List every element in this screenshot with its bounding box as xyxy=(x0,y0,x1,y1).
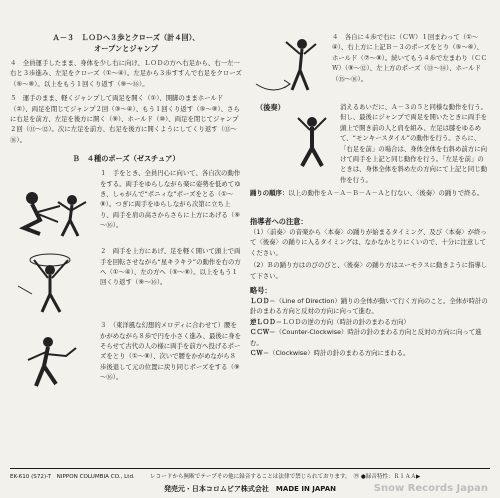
oriental-pose-figure-icon xyxy=(10,330,96,390)
abbr-item: ＣＣＷ＝（Counter-Clockwise）時計の針のまわる方向と反対の方向に向って進む。 xyxy=(250,328,482,347)
section-a3-title: Ａ－３ ＬＯＤへ３歩とクローズ（計４回）、 xyxy=(52,33,200,42)
twinkle-figure-icon xyxy=(10,246,96,316)
r4-block xyxy=(250,32,488,102)
ending-label: （後奏） xyxy=(256,103,285,112)
ending-block xyxy=(250,102,488,182)
notes-title: 指導者への注意： xyxy=(250,217,308,226)
abbr-item: ＬＯＤ＝（Line of Direction）踊りの全体が動いて行く方向のこと。全体が時計の針のまわる方向と反対の方向に向って進む。 xyxy=(250,297,488,316)
crouch-figure-icon xyxy=(10,184,96,244)
watermark: Snow Records Japan xyxy=(373,483,488,494)
paragraph-b2: ２ 両手を上方にあげ、足を軽く開いて頭上で両手を回転させながら“星キラキラ”の動作を右の方へ（①～④）、左の方へ（⑤～⑧）。以上をもう１回くり返す（⑨～⑯）。 xyxy=(100,247,241,287)
abbr-title: 略号： xyxy=(250,286,272,296)
abbr-list xyxy=(250,296,488,358)
b1-block xyxy=(10,168,242,246)
paragraph-b3: ３ （東洋風な幻想的メロディに合わせて）腰をかがめながら８歩で円を小さく進み、最後に身をそらせて古代の人の様に両手を前方へ投げるポーズをとり（①～⑧）、次いで腰をかがめながら８歩後退して元の位置に戻り同じポーズをする（⑨～⑯）。 xyxy=(100,321,241,382)
order-label: 踊りの順序： xyxy=(250,189,289,197)
note-1: （1）〈前奏〉の音楽から〈本奏〉の踊りが始まるタイミング、及び〈本奏〉が終って〈後奏〉の踊りに入るタイミングは、なかなかとりにくいので、十分に注意してください。 xyxy=(250,228,487,257)
abbr-item: 逆ＬＯＤ＝ＬＯＤの逆の方向（時計の針のまわる方向） xyxy=(250,317,410,326)
monkey-figure-icon xyxy=(286,110,338,170)
order-block xyxy=(250,188,488,214)
spin-figure-icon xyxy=(250,32,330,98)
paragraph-b1: １ 手をとき、全員円心に向いて、各自次の動作をする。両手をゆらしながら楽に姿勢を低めてゆき、しゃがんで“ポニィな”ポーズをとる（①～⑧）。つぎに両手をゆらしながら次第に立ち上り、両手を肩の高さからさらに上方にあげる（⑨～⑯）。 xyxy=(100,169,241,230)
paragraph-ending: 消えるあいだに、Ａ－３の５と同様な動作を行う。但し、最後にジャンプで両足を開いたときに両手を頭上で開き前の人と肩を組み、左足は膝をゆるめて、“モンキースタイル”の動作を行う。さらに、「右足を前」の場合は、身体全体を右斜め前方に向けて両手を上記と同じ動作を行う。「左足を前」のときは、身体全体を斜め左の方向にて上記と同じ動作を行う。 xyxy=(340,103,488,184)
publisher-line: 発売元・日本コロムビア株式会社 MADE IN JAPAN xyxy=(163,485,337,493)
footer-divider xyxy=(10,468,490,469)
abbr-item: ＣＷ＝（Clockwise）時計の針のまわる方向にまわる。 xyxy=(250,349,410,358)
b3-block xyxy=(10,320,242,390)
catalog-number: EK-610 (S72)-T NIPPON COLUMBIA CO., Ltd. xyxy=(10,474,135,480)
paragraph-a5: ５ 運手のまま、軽くジャンプして両足を開く（①）、開脚のままホールド（②）、両足を閉じてジャンプ２回（③～④）、もう１回くり返す（⑤～⑧）、さらに右足を前方、左足を後方に開く（⑨）、ホールド（⑩）、両足を閉じてジャンプ２回（⑪～⑫）。次に左足を前方、右足を後方に開くようにしてくり返す（⑬～⑯）。 xyxy=(10,94,240,144)
copyright-notice: レコードから無断でテープその他に録音することは法律で禁じられております。 ⑲ ●録音特性：ＲＩＡＡ▶ xyxy=(150,474,421,480)
note-2: （2）Ｂの踊り方はのびのびと、〈後奏〉の踊り方はユーモラスに動きように指導して下さい。 xyxy=(250,261,488,280)
paragraph-r4: ４ 各自に４歩で右に（ＣＷ）１回まわって（①～④）、右上方に上記Ｂ－３のポーズをとり（⑤～⑥）、ホールド（⑦～⑧）。続いてもう４歩で左まわり（ＣＣＷ）（⑨～⑫）、左上方のポーズ（⑬～⑭）、ホールド（⑮～⑯）。 xyxy=(332,33,488,83)
paragraph-a4: ４ 全員運手したまま、身体を少し右に向け、ＬＯＤの方へ右足から、右一左一右と３歩進み、左足をクローズ（①～④）。左足から３歩すすんで右足をクローズ（⑤～⑧）。以上をもう１回くり返す（⑨～⑯）。 xyxy=(10,59,242,88)
left-column xyxy=(10,32,242,390)
section-b-title: Ｂ ４種のポーズ（ゼスチュア） xyxy=(72,154,180,164)
b2-block xyxy=(10,246,242,320)
right-column xyxy=(250,32,488,358)
order-text: 以上の動作をＡ－Ａ－Ｂ－Ａ－Ａと行ない、〈後奏〉の踊りで終る。 xyxy=(288,189,484,197)
section-a3-subtitle: オープンとジャンプ xyxy=(94,44,158,53)
